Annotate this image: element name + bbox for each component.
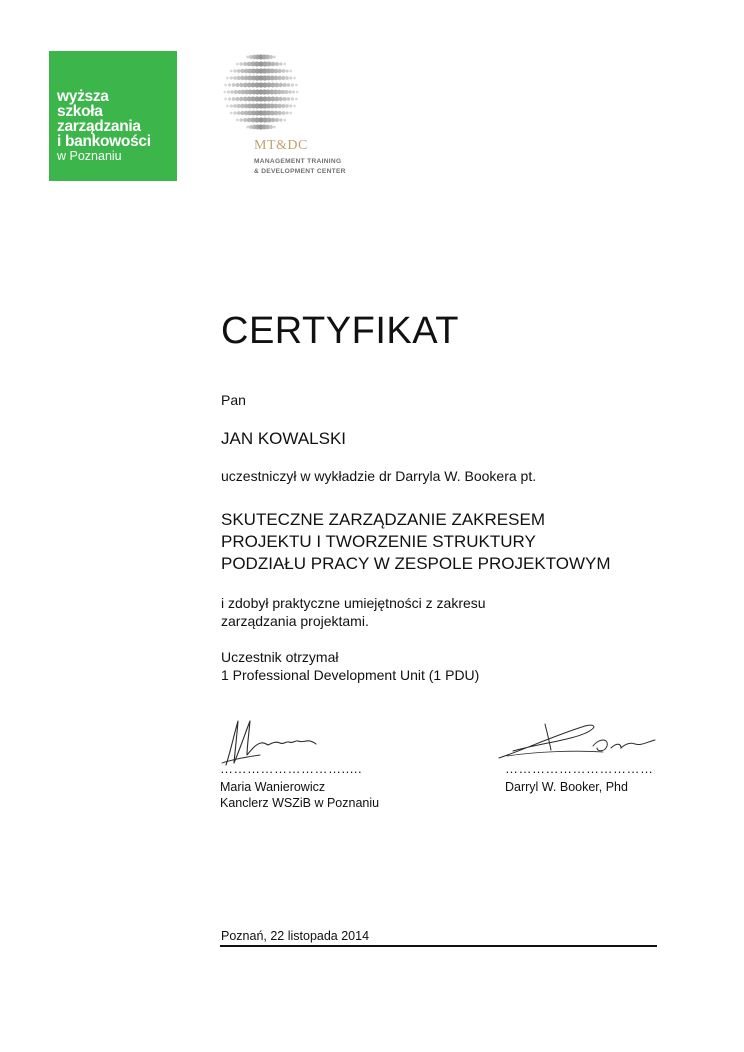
mtdc-tagline-1: MANAGEMENT TRAINING bbox=[254, 158, 342, 165]
mtdc-logo bbox=[221, 50, 381, 185]
lecture-intro: uczestniczył w wykładzie dr Darryla W. Bookera pt. bbox=[221, 468, 537, 484]
mtdc-tagline-2: & DEVELOPMENT CENTER bbox=[254, 168, 346, 175]
left-signature-image bbox=[220, 713, 330, 768]
certificate-title: CERTYFIKAT bbox=[221, 310, 459, 352]
issue-date: Poznań, 22 listopada 2014 bbox=[221, 929, 370, 943]
topic-line-2: PROJEKTU I TWORZENIE STRUKTURY bbox=[221, 532, 536, 551]
lecture-topic bbox=[221, 509, 611, 575]
globe-icon bbox=[221, 50, 301, 140]
right-signatory-name: Darryl W. Booker, Phd bbox=[505, 780, 628, 794]
school-logo-line-2: szkoła bbox=[57, 103, 103, 120]
school-logo-line-4: i bankowości bbox=[57, 133, 151, 150]
bottom-divider bbox=[220, 945, 657, 947]
salutation: Pan bbox=[221, 392, 246, 408]
right-signatory bbox=[505, 779, 628, 795]
skills-line-1: i zdobył praktyczne umiejętności z zakresu bbox=[221, 595, 486, 611]
school-logo-location: w Poznaniu bbox=[57, 149, 122, 163]
left-signature-line: ………………………..... bbox=[220, 761, 363, 776]
recipient-name: JAN KOWALSKI bbox=[221, 429, 347, 448]
left-signatory bbox=[220, 779, 379, 811]
school-logo-line-3: zarządzania bbox=[57, 118, 141, 135]
skills-text bbox=[221, 594, 486, 630]
topic-line-1: SKUTECZNE ZARZĄDZANIE ZAKRESEM bbox=[221, 510, 545, 529]
left-signatory-name: Maria Wanierowicz bbox=[220, 780, 326, 794]
mtdc-brand: MT&DC bbox=[254, 138, 308, 153]
school-logo-line-1: wyższa bbox=[57, 88, 109, 105]
award-text bbox=[221, 648, 479, 684]
award-line-2: 1 Professional Development Unit (1 PDU) bbox=[221, 667, 480, 683]
topic-line-3: PODZIAŁU PRACY W ZESPOLE PROJEKTOWYM bbox=[221, 554, 611, 573]
school-logo bbox=[49, 51, 177, 181]
skills-line-2: zarządzania projektami. bbox=[221, 613, 369, 629]
left-signatory-role: Kanclerz WSZiB w Poznaniu bbox=[220, 796, 380, 810]
award-line-1: Uczestnik otrzymał bbox=[221, 649, 339, 665]
right-signature-line: …………………………… bbox=[505, 761, 654, 776]
right-signature-image bbox=[493, 718, 663, 763]
